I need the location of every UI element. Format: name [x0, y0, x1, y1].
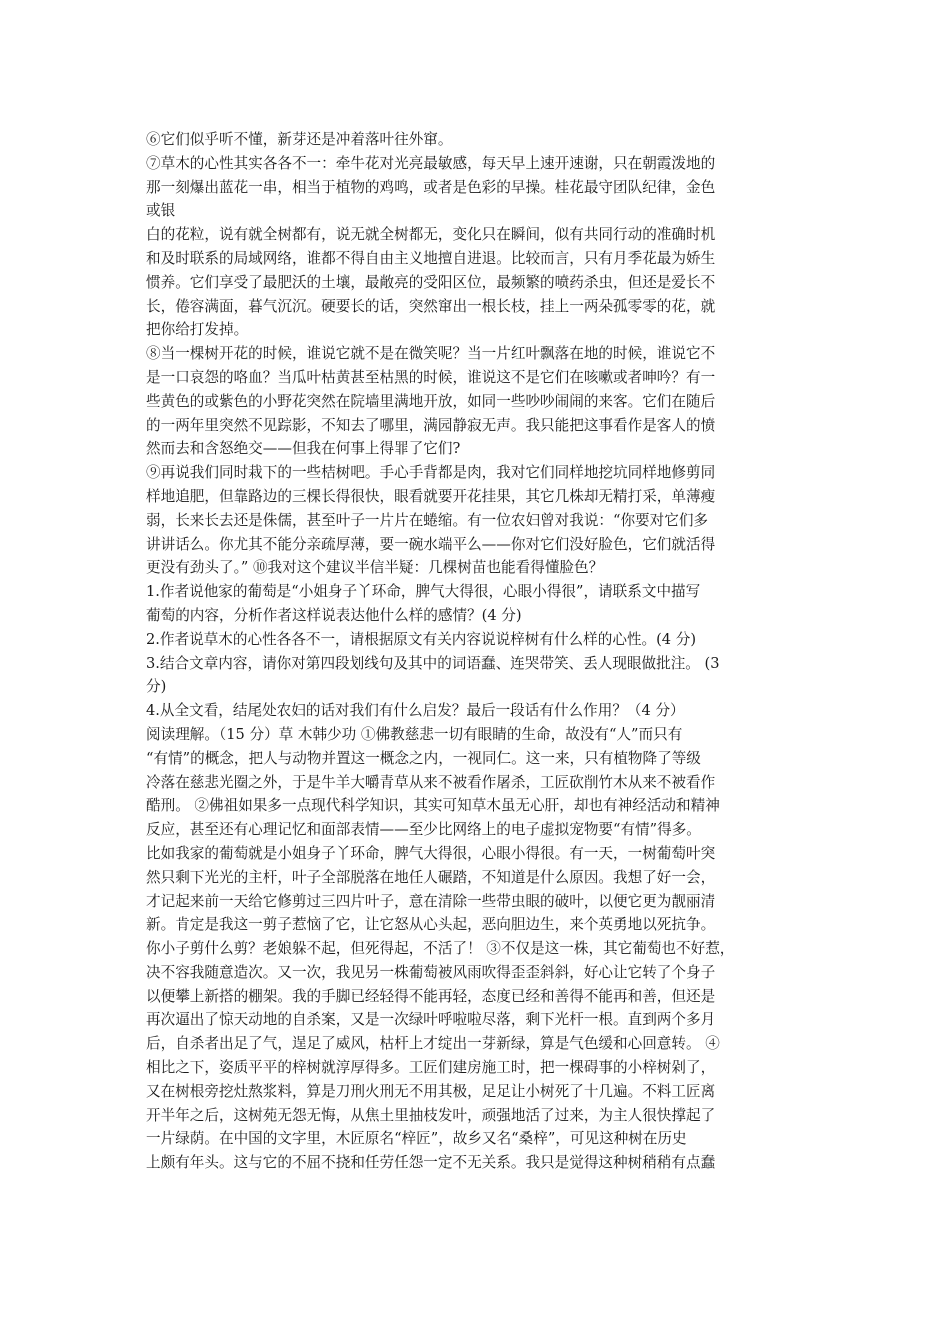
text-line: 一片绿荫。在中国的文字里，木匠原名“梓匠”，故乡又名“桑梓”，可见这种树在历史: [146, 1130, 687, 1148]
text-line: 和及时联系的局域网络，谁都不得自由主义地擅自进退。比较而言，只有月季花最为娇生: [146, 249, 716, 267]
text-line: 开半年之后，这树苑无怨无悔，从焦土里抽枝发叶，顽强地活了过来，为主人很快撑起了: [146, 1106, 716, 1124]
text-line: 酷刑。 ②佛祖如果多一点现代科学知识，其实可知草木虽无心肝，却也有神经活动和精神: [146, 797, 720, 815]
text-line: 你小子剪什么剪？老娘躲不起，但死得起，不活了！ ③不仅是这一株，其它葡萄也不好惹，: [146, 940, 735, 958]
document-page: [146, 128, 816, 1175]
text-line: 4.从全文看，结尾处农妇的话对我们有什么启发？最后一段话有什么作用？（4 分）: [146, 702, 685, 720]
text-line: 以便攀上新搭的棚架。我的手脚已经轻得不能再轻，态度已经和善得不能再和善，但还是: [146, 987, 716, 1005]
text-line: 葡萄的内容，分析作者这样说表达他什么样的感情？(4 分): [146, 606, 522, 624]
text-line: ⑨再说我们同时栽下的一些桔树吧。手心手背都是肉，我对它们同样地挖坑同样地修剪同: [146, 464, 716, 482]
text-line: “有情”的概念，把人与动物并置这一概念之内，一视同仁。这一来，只有植物降了等级: [146, 749, 701, 767]
text-line: 讲讲话么。你尤其不能分亲疏厚薄，要一碗水端平么——你对它们没好脸色，它们就活得: [146, 535, 716, 553]
text-line: ⑧当一棵树开花的时候，谁说它就不是在微笑呢？当一片红叶飘落在地的时候，谁说它不: [146, 345, 716, 363]
text-line: ⑦草木的心性其实各各不一：牵牛花对光亮最敏感，每天早上速开速谢，只在朝霞泼地的: [146, 154, 716, 172]
text-line: 2.作者说草木的心性各各不一，请根据原文有关内容说说梓树有什么样的心性。(4 分): [146, 630, 697, 648]
text-line: 长，倦容满面，暮气沉沉。硬要长的话，突然窜出一根长枝，挂上一两朵孤零零的花，就: [146, 297, 716, 315]
text-line: 或银: [146, 202, 176, 220]
text-line: 3.结合文章内容，请你对第四段划线句及其中的词语蠢、连哭带笑、丢人现眼做批注。 (3: [146, 654, 720, 672]
text-line: 再次逼出了惊天动地的自杀案，又是一次绿叶呼啦啦尽落，剩下光杆一根。直到两个多月: [146, 1011, 716, 1029]
text-line: 反应，甚至还有心理记忆和面部表情——至少比网络上的电子虚拟宠物要“有情”得多。: [146, 821, 701, 839]
text-line: 的一两年里突然不见踪影，不知去了哪里，满园静寂无声。我只能把这事看作是客人的愤: [146, 416, 716, 434]
text-line: 阅读理解。（15 分）草 木韩少功 ①佛教慈悲一切有眼睛的生命，故没有“人”而只有: [146, 725, 683, 743]
text-line: 决不容我随意造次。又一次，我见另一株葡萄被风雨吹得歪歪斜斜，好心让它转了个身子: [146, 963, 716, 981]
text-line: 上颇有年头。这与它的不屈不挠和任劳任怨一定不无关系。我只是觉得这种树稍稍有点蠢: [146, 1154, 716, 1172]
text-line: ⑥它们似乎听不懂，新芽还是冲着落叶往外窜。: [146, 131, 453, 148]
text-line: 白的花粒，说有就全树都有，说无就全树都无，变化只在瞬间，似有共同行动的准确时机: [146, 226, 716, 244]
text-line: 是一口哀怨的咯血？当瓜叶枯黄甚至枯黑的时候，谁说这不是它们在咳嗽或者呻吟？有一: [146, 368, 716, 386]
text-line: 把你给打发掉。: [146, 321, 249, 339]
text-line: 相比之下，姿质平平的梓树就淳厚得多。工匠们建房施工时，把一棵碍事的小梓树剁了，: [146, 1059, 716, 1077]
text-line: 弱，长来长去还是侏儒，甚至叶子一片片在蜷缩。有一位农妇曾对我说：“你要对它们多: [146, 511, 709, 529]
text-line: 那一刻爆出蓝花一串，相当于植物的鸡鸣，或者是色彩的早操。桂花最守团队纪律，金色: [146, 178, 716, 196]
text-line: 些黄色的或紫色的小野花突然在院墙里满地开放，如同一些吵吵闹闹的来客。它们在随后: [146, 392, 716, 410]
text-line: 然而去和含怒绝交——但我在何事上得罪了它们?: [146, 440, 461, 458]
text-line: 后，自杀者出足了气，逞足了威风，枯杆上才绽出一芽新绿，算是气色缓和心回意转。 ④: [146, 1035, 720, 1053]
text-line: 分): [146, 678, 167, 696]
text-line: 然只剩下光光的主杆，叶子全部脱落在地任人碾踏，不知道是什么原因。我想了好一会，: [146, 868, 716, 886]
text-line: 比如我家的葡萄就是小姐身子丫环命，脾气大得很，心眼小得很。有一天，一树葡萄叶突: [146, 844, 716, 862]
text-line: 新。肯定是我这一剪子惹恼了它，让它怒从心头起，恶向胆边生，来个英勇地以死抗争。: [146, 916, 716, 934]
text-line: 1.作者说他家的葡萄是“小姐身子丫环命，脾气大得很，心眼小得很”，请联系文中描写: [146, 583, 701, 601]
text-line: 冷落在慈悲光圈之外，于是牛羊大嚼青草从来不被看作屠杀，工匠砍削竹木从来不被看作: [146, 773, 716, 791]
text-line: 惯养。它们享受了最肥沃的土壤，最敞亮的受阳区位，最频繁的喷药杀虫，但还是爱长不: [146, 273, 716, 291]
text-line: 又在树根旁挖灶熬浆料，算是刀刑火刑无不用其极，足足让小树死了十几遍。不料工匠离: [146, 1082, 716, 1100]
text-line: 样地追肥，但靠路边的三棵长得很快，眼看就要开花挂果，其它几株却无精打采，单薄瘦: [146, 487, 716, 505]
text-line: 更没有劲头了。” ⑩我对这个建议半信半疑：几棵树苗也能看得懂脸色？: [146, 559, 604, 577]
text-line: 才记起来前一天给它修剪过三四片叶子，意在清除一些带虫眼的破叶，以便它更为靓丽清: [146, 892, 716, 910]
